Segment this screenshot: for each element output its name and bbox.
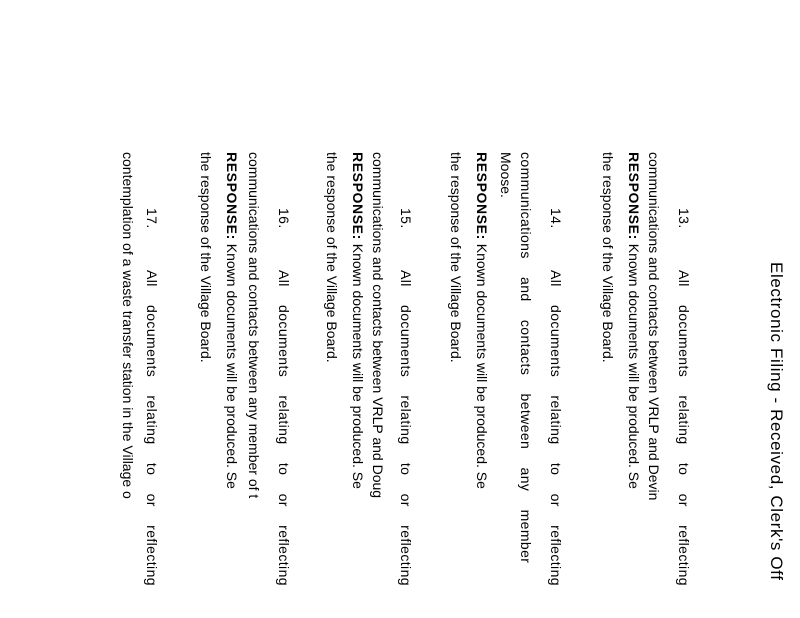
item-14-third-line: Moose. bbox=[498, 152, 514, 198]
item-15-second-line: communications and contacts between VRLP and Doug bbox=[370, 152, 386, 499]
item-13-second-line: communications and contacts between VRLP and Devin bbox=[646, 152, 662, 501]
item-14-second-line: communications and contacts between any member bbox=[518, 152, 534, 564]
item-17-second-line: contemplation of a waste transfer station in the Village o bbox=[120, 152, 136, 499]
item-15-number: 15. bbox=[398, 208, 414, 229]
item-17-number: 17. bbox=[144, 208, 160, 229]
page-header: Electronic Filing - Received, Clerk's Off bbox=[767, 262, 786, 581]
item-16-first-line: 16. All documents relating to or reflecting bbox=[276, 208, 292, 586]
item-13-number: 13. bbox=[676, 208, 692, 229]
item-16-response: RESPONSE: Known documents will be produced. Se bbox=[224, 152, 240, 489]
item-17-first-line: 17. All documents relating to or reflecting bbox=[144, 208, 160, 586]
item-13-first-line: 13. All documents relating to or reflecting bbox=[676, 208, 692, 586]
item-14-number: 14. bbox=[548, 208, 564, 229]
item-14-last-line: the response of the Village Board. bbox=[448, 152, 464, 363]
item-15-first-line: 15. All documents relating to or reflecting bbox=[398, 208, 414, 586]
item-16-last-line: the response of the Village Board. bbox=[198, 152, 214, 363]
item-13-last-line: the response of the Village Board. bbox=[600, 152, 616, 363]
response-label: RESPONSE: bbox=[224, 152, 240, 240]
item-14-response: RESPONSE: Known documents will be produced. Se bbox=[474, 152, 490, 489]
response-label: RESPONSE: bbox=[626, 152, 642, 240]
item-16-number: 16. bbox=[276, 208, 292, 229]
item-13-response: RESPONSE: Known documents will be produced. Se bbox=[626, 152, 642, 489]
response-label: RESPONSE: bbox=[474, 152, 490, 240]
item-16-second-line: communications and contacts between any member of t bbox=[246, 152, 262, 499]
response-label: RESPONSE: bbox=[350, 152, 366, 240]
item-15-last-line: the response of the Village Board. bbox=[324, 152, 340, 363]
item-14-first-line: 14. All documents relating to or reflecting bbox=[548, 208, 564, 586]
item-15-response: RESPONSE: Known documents will be produced. Se bbox=[350, 152, 366, 489]
